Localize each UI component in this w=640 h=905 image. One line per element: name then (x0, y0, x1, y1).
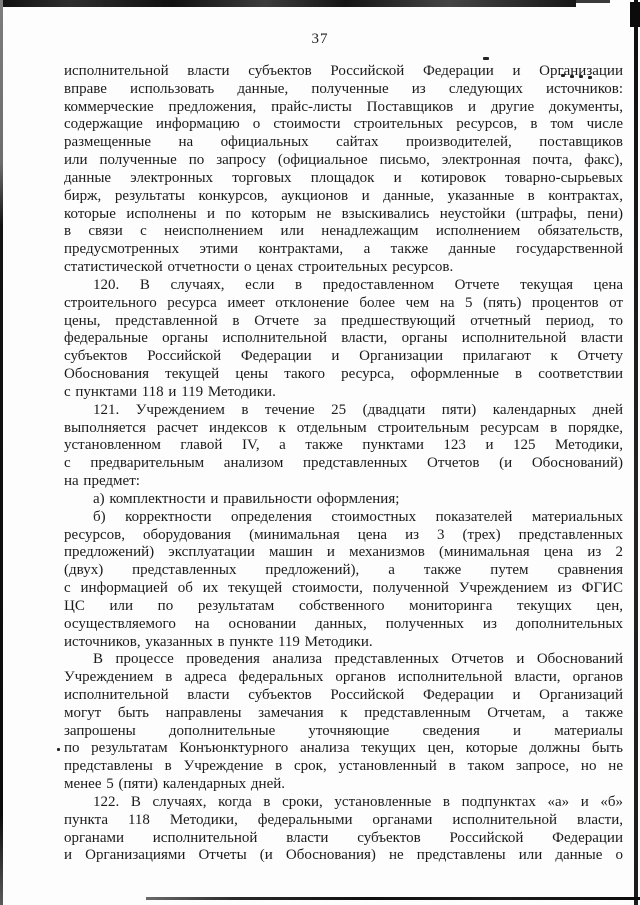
text-line: менее 5 (пяти) календарных дней. (64, 776, 286, 793)
text-line: вправе использовать данные, полученные из следующих источников: (64, 80, 623, 97)
text-line: федеральные органы исполнительной власти, органы исполнительной власти (64, 330, 623, 347)
text-line: могут быть направлены замечания к представленным Отчетам, а также (64, 704, 623, 721)
text-line: с пунктами 118 и 119 Методики. (64, 383, 276, 400)
text-line: а) комплектности и правильности оформления; (93, 490, 400, 507)
text-line: исполнительной власти субъектов Российской Федерации и Организации (64, 63, 623, 79)
text-line: (двух) представленных предложений), а также путем сравнения (64, 562, 623, 579)
text-line: ресурсов, оборудования (минимальная цена из 3 (трех) представленных (64, 526, 623, 543)
text-line: предложений) эксплуатации машин и механизмов (минимальная цена из 2 (64, 544, 623, 561)
document-lines (64, 63, 623, 865)
text-line: осуществляемого на основании данных, полученных из дополнительных (64, 615, 623, 632)
text-line: установленном главой IV, а также пунктами 123 и 125 Методики, (64, 437, 623, 454)
scan-edge-right-corner (630, 2, 640, 27)
text-line: на предмет: (64, 473, 140, 490)
text-line: размещенные на официальных сайтах производителей, поставщиков (64, 134, 623, 151)
text-line: по результатам Конъюнктурного анализа текущих цен, которые должны быть (64, 740, 623, 757)
text-line: ЦС или по результатам собственного мониторинга текущих цен, (64, 597, 623, 614)
scan-edge-top-thin (576, 0, 610, 3)
text-line: 121. Учреждением в течение 25 (двадцати пяти) календарных дней (93, 401, 623, 418)
text-line: Учреждением в адреса федеральных органов исполнительной власти, органов (64, 669, 623, 686)
text-line: бирж, результаты конкурсов, аукционов и данные, указанные в контрактах, (64, 187, 623, 204)
text-line: и Организациями Отчеты (и Обоснования) не представлены или данные о (64, 847, 623, 864)
text-line: коммерческие предложения, прайс-листы Поставщиков и другие документы, (64, 98, 623, 115)
text-line: исполнительной власти субъектов Российской Федерации и Организаций (64, 686, 623, 703)
text-line: В процессе проведения анализа представленных Отчетов и Обоснований (93, 651, 623, 668)
text-line: выполняется расчет индексов к отдельным строительным ресурсам в порядке, (64, 419, 623, 436)
text-line: с информацией об их текущей стоимости, полученной Учреждением из ФГИС (64, 580, 623, 597)
scan-speck (483, 57, 489, 60)
text-line: представлены в Учреждение в срок, установленный в таком запросе, но не (64, 758, 623, 775)
text-line: 120. В случаях, если в предоставленном Отчете текущая цена (93, 276, 623, 293)
scan-speck (57, 748, 60, 751)
scan-edge-top (0, 0, 576, 7)
text-line: с предварительным анализом представленных Отчетов (и Обоснований) (64, 455, 623, 472)
text-line: цены, представленной в Отчете за предшествующий отчетный период, то (64, 312, 623, 329)
text-line: или полученные по запросу (официальное письмо, электронная почта, факс), (64, 152, 623, 169)
page-number: 37 (311, 31, 329, 47)
text-line: статистической отчетности о ценах строительных ресурсов. (64, 259, 454, 276)
text-line: содержащие информацию о стоимости строительных ресурсов, в том числе (64, 116, 623, 133)
text-line: предусмотренных этими контрактами, а также данные государственной (64, 241, 623, 258)
text-line: источников, указанных в пункте 119 Методики. (64, 633, 373, 650)
text-line: строительного ресурса имеет отклонение более чем на 5 (пять) процентов от (64, 294, 623, 311)
scan-edge-bottom (146, 897, 640, 900)
text-line: которые исполнены и по которым не взыскивались неустойки (штрафы, пени) (64, 205, 623, 222)
text-line: органами исполнительной власти субъектов Российской Федерации (64, 829, 623, 846)
scan-edge-right (634, 0, 638, 905)
text-line: Обоснования текущей цены такого ресурса, оформленные в соответствии (64, 366, 623, 383)
text-line: 122. В случаях, когда в сроки, установленные в подпунктах «а» и «б» (93, 793, 623, 810)
text-line: б) корректности определения стоимостных показателей материальных (93, 508, 623, 525)
text-line: пункта 118 Методики, федеральными органами исполнительной власти, (64, 811, 623, 828)
text-line: субъектов Российской Федерации и Организации прилагают к Отчету (64, 348, 623, 365)
text-line: запрошены дополнительные уточняющие сведения и материалы (64, 722, 623, 739)
text-line: в связи с неисполнением или ненадлежащим исполнением обязательств, (64, 223, 623, 240)
text-line: данные электронных торговых площадок и котировок товарно-сырьевых (64, 169, 623, 186)
scan-edge-left (0, 0, 3, 905)
